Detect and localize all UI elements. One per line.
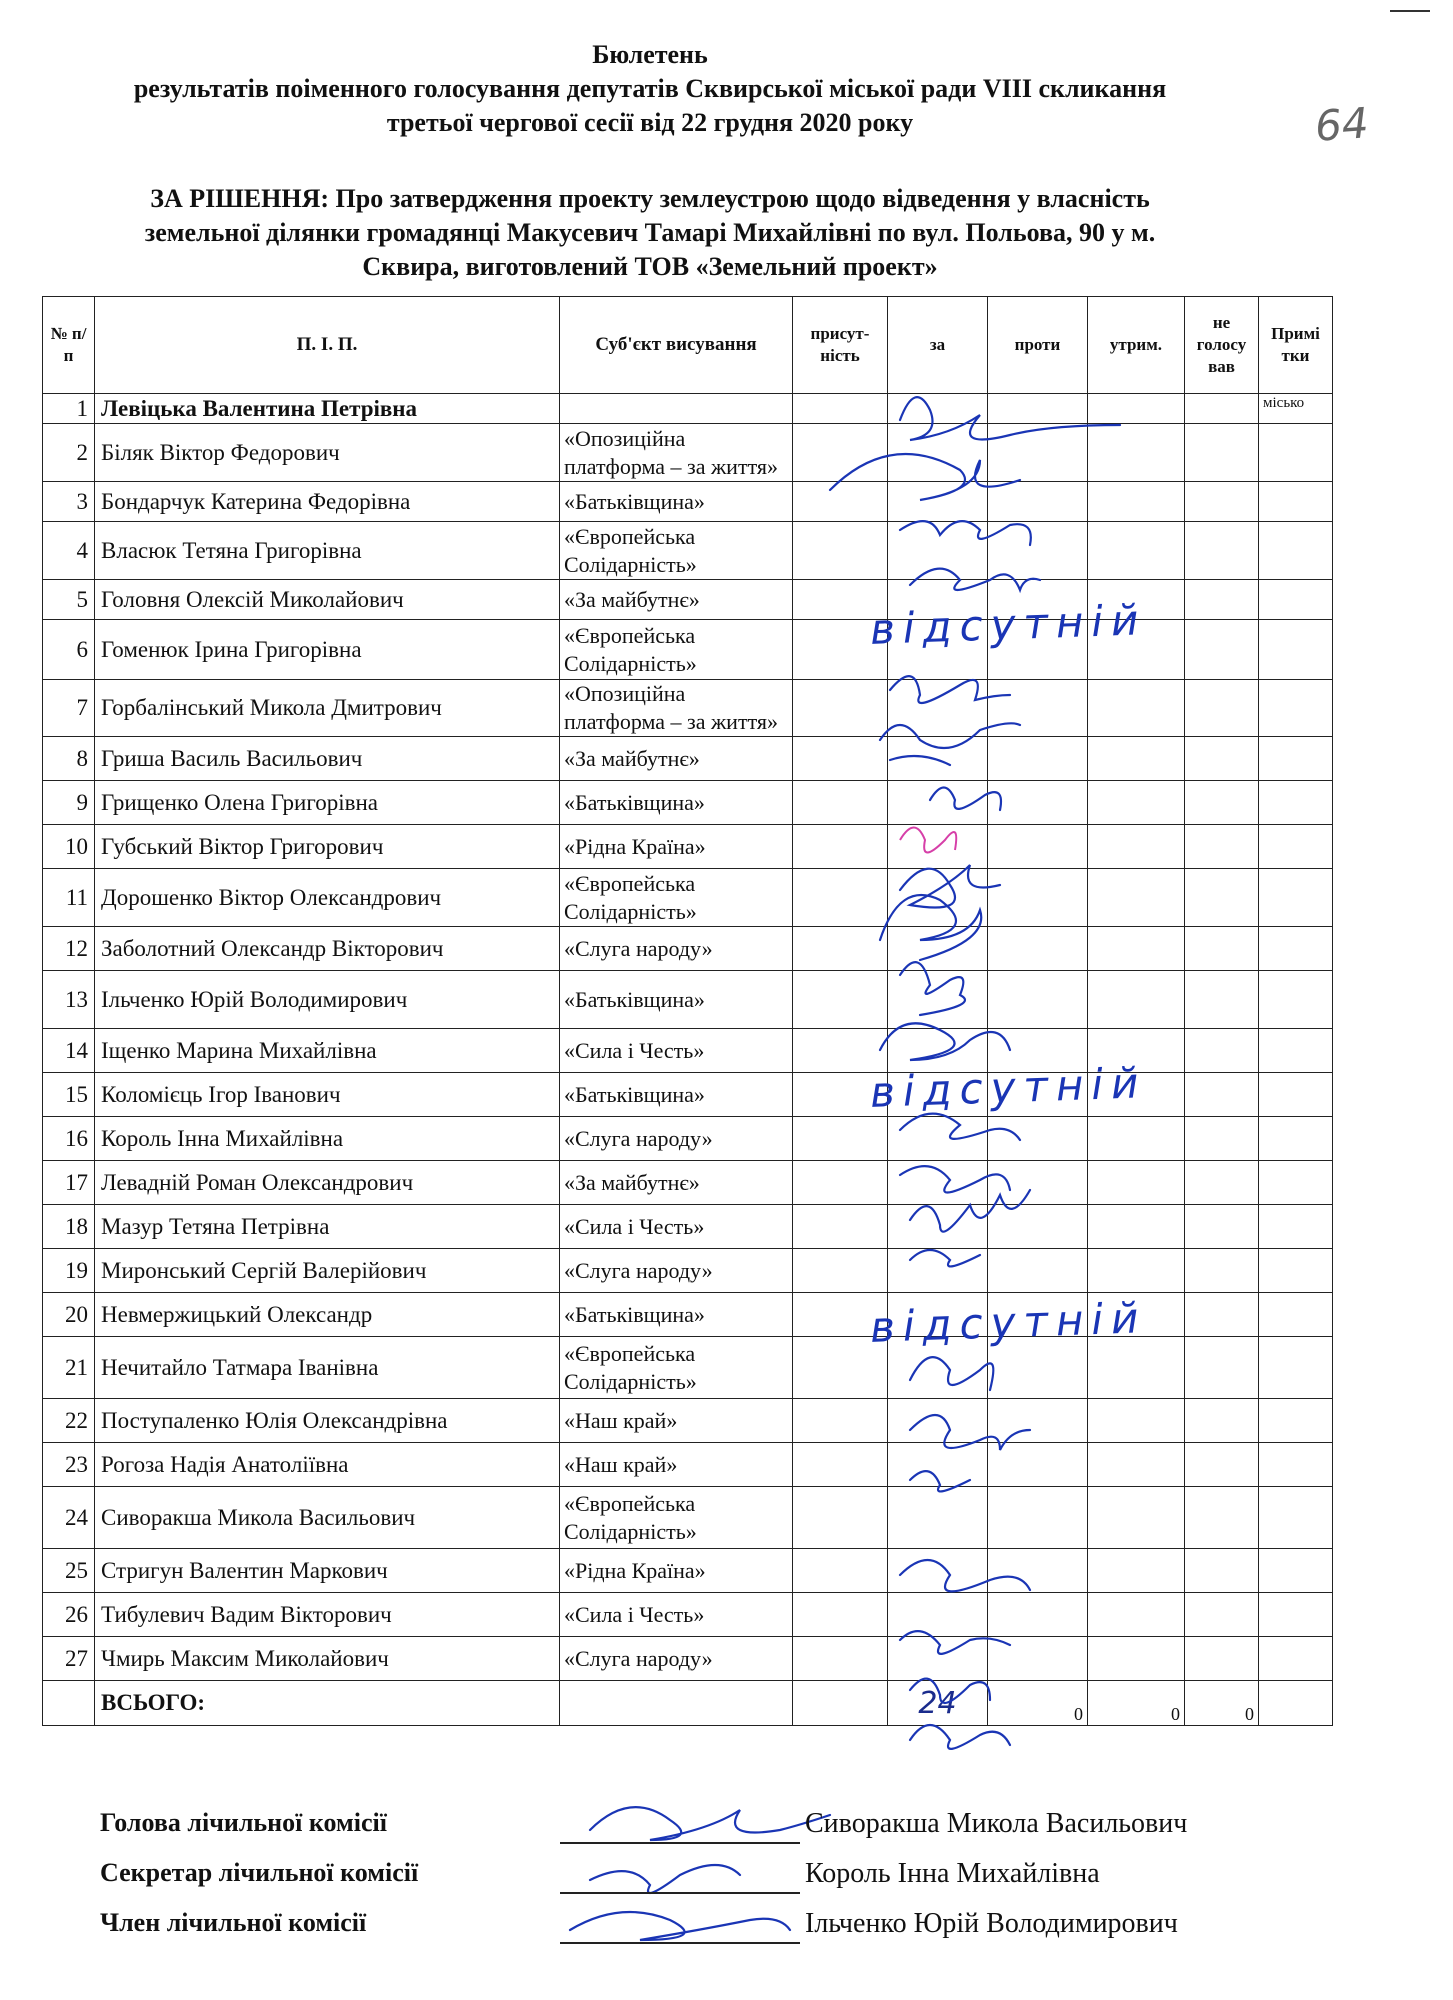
member-party: «Рідна Країна» bbox=[560, 825, 793, 869]
row-number: 19 bbox=[43, 1249, 95, 1293]
row-number: 3 bbox=[43, 482, 95, 522]
member-party: «Опозиційна платформа – за життя» bbox=[560, 424, 793, 482]
head-signature-line bbox=[560, 1842, 800, 1844]
signature-row-24 bbox=[900, 1560, 1030, 1591]
member-party: «Європейська Солідарність» bbox=[560, 1337, 793, 1399]
signature-member bbox=[570, 1912, 790, 1940]
signature-row-18 bbox=[910, 1250, 980, 1266]
signature-secretary bbox=[590, 1865, 740, 1893]
member-name: Нечитайло Татмара Іванівна bbox=[95, 1337, 560, 1399]
signature-row-16 bbox=[900, 1166, 1010, 1192]
member-name: Ільченко Юрій Володимирович bbox=[95, 971, 560, 1029]
signature-row-12 bbox=[900, 962, 965, 1015]
member-name: Чмирь Максим Миколайович bbox=[95, 1637, 560, 1681]
signature-row-26 bbox=[910, 1679, 990, 1703]
commission-secretary-role: Секретар лічильної комісії bbox=[100, 1858, 419, 1887]
session-date: третьої чергової сесії від 22 грудня 2020 року bbox=[386, 108, 914, 137]
commission-secretary-name: Король Інна Михайлівна bbox=[805, 1858, 1100, 1889]
member-party: «Слуга народу» bbox=[560, 1637, 793, 1681]
member-party: «Батьківщина» bbox=[560, 971, 793, 1029]
absent-mark-row-19: відсутній bbox=[869, 1293, 1148, 1352]
col-abstain: утрим. bbox=[1088, 297, 1185, 394]
decision-line-1: ЗА РІШЕННЯ: Про затвердження проекту землеустрою щодо відведення у власність bbox=[150, 184, 1150, 213]
row-number: 25 bbox=[43, 1549, 95, 1593]
absent-mark-row-5: відсутній bbox=[869, 595, 1148, 654]
absent-mark-row-14: відсутній bbox=[869, 1058, 1148, 1117]
row-number: 21 bbox=[43, 1337, 95, 1399]
row-number: 6 bbox=[43, 620, 95, 680]
row-number: 24 bbox=[43, 1487, 95, 1549]
member-name: Власюк Тетяна Григорівна bbox=[95, 522, 560, 580]
member-name: Мазур Тетяна Петрівна bbox=[95, 1205, 560, 1249]
commission-head-role: Голова лічильної комісії bbox=[100, 1808, 387, 1837]
col-name: П. І. П. bbox=[95, 297, 560, 394]
member-party: «Європейська Солідарність» bbox=[560, 522, 793, 580]
member-name: Рогоза Надія Анатоліївна bbox=[95, 1443, 560, 1487]
member-name: Гоменюк Ірина Григорівна bbox=[95, 620, 560, 680]
row-number: 5 bbox=[43, 580, 95, 620]
signature-head bbox=[590, 1807, 830, 1840]
member-party: «Рідна Країна» bbox=[560, 1549, 793, 1593]
notes-cell: місько bbox=[1259, 394, 1333, 424]
signature-row-11 bbox=[880, 895, 981, 960]
signature-row-4 bbox=[910, 569, 1040, 590]
commission-member-name: Ільченко Юрій Володимирович bbox=[805, 1908, 1178, 1939]
member-name: Головня Олексій Миколайович bbox=[95, 580, 560, 620]
row-number: 26 bbox=[43, 1593, 95, 1637]
member-party: «Сила і Честь» bbox=[560, 1029, 793, 1073]
secretary-signature-line bbox=[560, 1892, 800, 1894]
signature-row-2 bbox=[830, 454, 1020, 500]
col-present: присут-ність bbox=[793, 297, 888, 394]
row-number: 16 bbox=[43, 1117, 95, 1161]
row-number: 27 bbox=[43, 1637, 95, 1681]
row-number: 7 bbox=[43, 680, 95, 737]
signature-row-10 bbox=[900, 865, 1000, 908]
member-party: «За майбутнє» bbox=[560, 580, 793, 620]
commission-member-role: Член лічильної комісії bbox=[100, 1908, 367, 1937]
member-party: «Наш край» bbox=[560, 1443, 793, 1487]
member-name: Бондарчук Катерина Федорівна bbox=[95, 482, 560, 522]
signature-row-7 bbox=[880, 723, 1020, 765]
row-number: 4 bbox=[43, 522, 95, 580]
col-party: Суб'єкт висування bbox=[560, 297, 793, 394]
row-number: 17 bbox=[43, 1161, 95, 1205]
row-number: 23 bbox=[43, 1443, 95, 1487]
member-name: Стригун Валентин Маркович bbox=[95, 1549, 560, 1593]
member-party: «Слуга народу» bbox=[560, 927, 793, 971]
signature-row-3 bbox=[900, 521, 1031, 545]
row-number: 20 bbox=[43, 1293, 95, 1337]
member-party: «Європейська Солідарність» bbox=[560, 620, 793, 680]
row-number: 13 bbox=[43, 971, 95, 1029]
member-party: «Батьківщина» bbox=[560, 482, 793, 522]
row-number: 11 bbox=[43, 869, 95, 927]
member-party: «Сила і Честь» bbox=[560, 1205, 793, 1249]
signature-row-6 bbox=[890, 676, 1010, 703]
signature-row-13 bbox=[880, 1023, 1010, 1060]
signature-row-8 bbox=[930, 788, 1001, 811]
signature-row-21 bbox=[910, 1415, 1030, 1450]
row-number: 9 bbox=[43, 781, 95, 825]
member-name: Невмержицький Олександр bbox=[95, 1293, 560, 1337]
signature-row-9-pink bbox=[900, 828, 956, 853]
commission-head-name: Сиворакша Микола Васильович bbox=[805, 1808, 1188, 1839]
col-for: за bbox=[888, 297, 988, 394]
member-party: «Батьківщина» bbox=[560, 1293, 793, 1337]
member-name: Тибулевич Вадим Вікторович bbox=[95, 1593, 560, 1637]
member-name: Поступаленко Юлія Олександрівна bbox=[95, 1399, 560, 1443]
page-number-note: 64 bbox=[1313, 98, 1371, 151]
row-number: 12 bbox=[43, 927, 95, 971]
member-party: «За майбутнє» bbox=[560, 1161, 793, 1205]
member-name: Губський Віктор Григорович bbox=[95, 825, 560, 869]
signature-row-22 bbox=[910, 1471, 970, 1491]
row-number: 22 bbox=[43, 1399, 95, 1443]
member-party: «За майбутнє» bbox=[560, 737, 793, 781]
member-name: Грищенко Олена Григорівна bbox=[95, 781, 560, 825]
totals-for: 24 bbox=[888, 1681, 988, 1726]
row-number: 2 bbox=[43, 424, 95, 482]
row-number: 14 bbox=[43, 1029, 95, 1073]
member-party: «Європейська Солідарність» bbox=[560, 1487, 793, 1549]
member-name: Король Інна Михайлівна bbox=[95, 1117, 560, 1161]
decision-line-3: Сквира, виготовлений ТОВ «Земельний проект» bbox=[362, 252, 938, 281]
member-name: Левіцька Валентина Петрівна bbox=[95, 394, 560, 424]
member-name: Миронський Сергій Валерійович bbox=[95, 1249, 560, 1293]
signature-row-15 bbox=[900, 1114, 1020, 1140]
signature-row-20 bbox=[910, 1357, 993, 1390]
member-party: «Батьківщина» bbox=[560, 1073, 793, 1117]
member-party: «Слуга народу» bbox=[560, 1249, 793, 1293]
signature-row-1 bbox=[900, 397, 1120, 440]
member-party: «Сила і Честь» bbox=[560, 1593, 793, 1637]
totals-abstain: 0 bbox=[1088, 1681, 1185, 1726]
row-number: 18 bbox=[43, 1205, 95, 1249]
member-name: Горбалінський Микола Дмитрович bbox=[95, 680, 560, 737]
decision-line-2: земельної ділянки громадянці Макусевич Тамарі Михайлівні по вул. Польова, 90 у м. bbox=[144, 218, 1156, 247]
member-name: Левадній Роман Олександрович bbox=[95, 1161, 560, 1205]
member-party: «Слуга народу» bbox=[560, 1117, 793, 1161]
member-name: Заболотний Олександр Вікторович bbox=[95, 927, 560, 971]
totals-against: 0 bbox=[988, 1681, 1088, 1726]
member-name: Сиворакша Микола Васильович bbox=[95, 1487, 560, 1549]
row-number: 1 bbox=[43, 394, 95, 424]
member-name: Іщенко Марина Михайлівна bbox=[95, 1029, 560, 1073]
totals-not-voted: 0 bbox=[1185, 1681, 1259, 1726]
page-title: Бюлетень bbox=[592, 40, 708, 69]
member-name: Гриша Василь Васильович bbox=[95, 737, 560, 781]
signature-row-17 bbox=[910, 1190, 1030, 1232]
col-against: проти bbox=[988, 297, 1088, 394]
member-party: «Наш край» bbox=[560, 1399, 793, 1443]
signature-row-25 bbox=[900, 1631, 1010, 1654]
member-name: Біляк Віктор Федорович bbox=[95, 424, 560, 482]
member-name: Дорошенко Віктор Олександрович bbox=[95, 869, 560, 927]
signature-row-27 bbox=[910, 1725, 1010, 1749]
col-notes: Примі тки bbox=[1259, 297, 1333, 394]
member-signature-line bbox=[560, 1942, 800, 1944]
member-party: «Європейська Солідарність» bbox=[560, 869, 793, 927]
totals-label: ВСЬОГО: bbox=[95, 1681, 560, 1726]
member-name: Коломієць Ігор Іванович bbox=[95, 1073, 560, 1117]
col-not-voted: не голосу вав bbox=[1185, 297, 1259, 394]
row-number: 15 bbox=[43, 1073, 95, 1117]
row-number: 8 bbox=[43, 737, 95, 781]
col-num: № п/п bbox=[43, 297, 95, 394]
row-number: 10 bbox=[43, 825, 95, 869]
member-party: «Опозиційна платформа – за життя» bbox=[560, 680, 793, 737]
page-subtitle: результатів поіменного голосування депутатів Сквирської міської ради VIII скликання bbox=[133, 74, 1167, 103]
member-party: «Батьківщина» bbox=[560, 781, 793, 825]
